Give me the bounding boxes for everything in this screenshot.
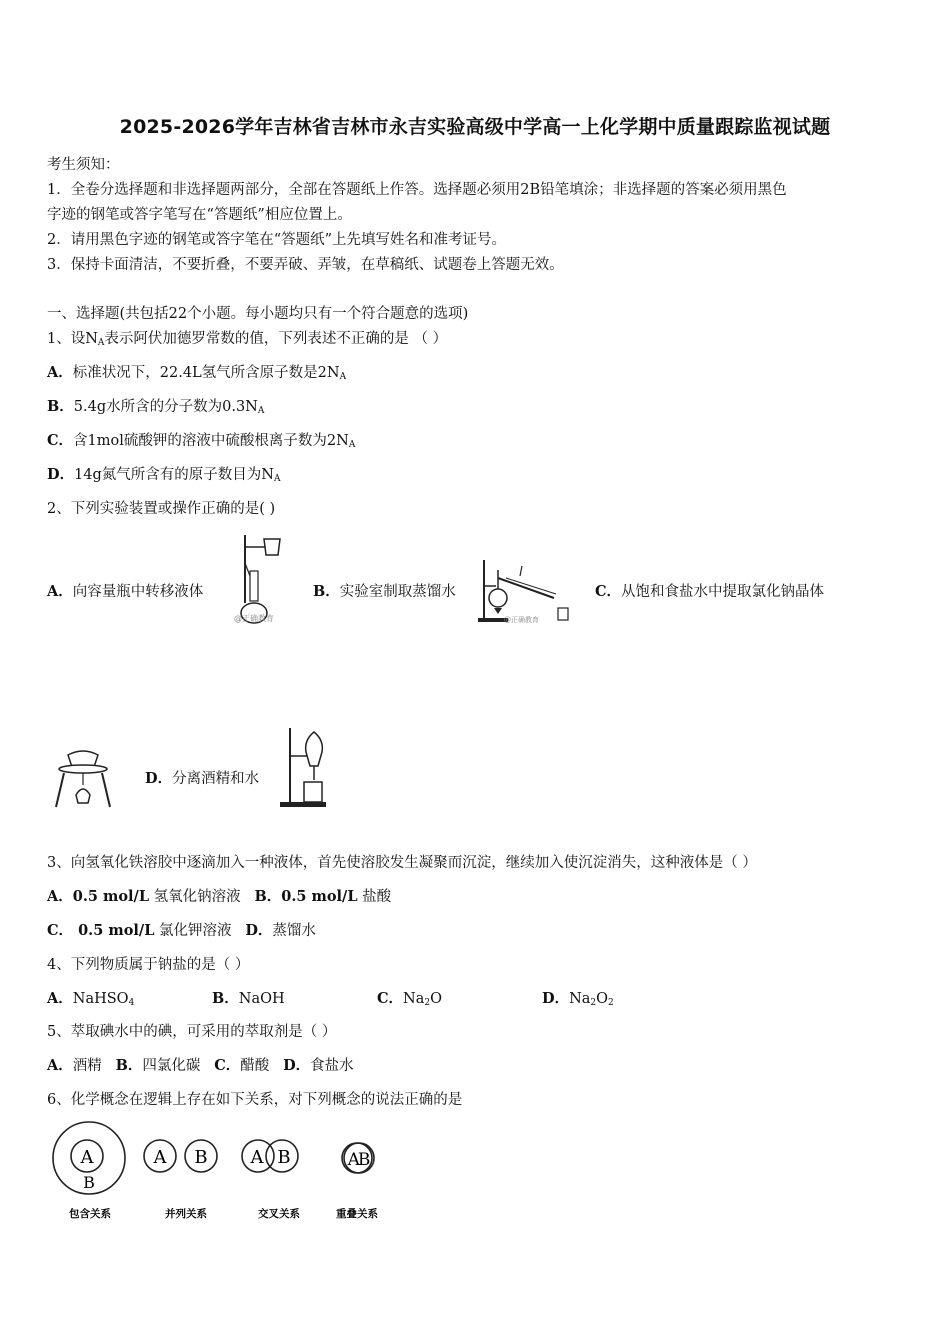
concept-relation-diagram [44, 1116, 404, 1226]
watermark-a: @正确教育 [234, 614, 274, 623]
separatory-funnel-figure [278, 726, 340, 810]
overlap-relation [342, 1143, 374, 1173]
q6-stem: 6、化学概念在逻辑上存在如下关系，对下列概念的说法正确的是 [47, 1092, 463, 1108]
caption-inclusion: 包含关系 [69, 1208, 111, 1220]
q1-stem: 1、设$N_A$表示阿伏加德罗常数的值，下列表述不正确的是 （ ） [47, 331, 448, 348]
q1-option-c: C．含1mol硫酸钾的溶液中硫酸根离子数为$2N_A$ [47, 432, 356, 450]
q1-option-a: A．标准状况下，22.4L氢气所含原子数是$2N_A$ [47, 364, 347, 382]
q4-option-b: B．NaOH [212, 990, 285, 1007]
section-heading: 一、选择题(共包括22个小题。每小题均只有一个符合题意的选项) [47, 306, 469, 322]
q2-option-b: B．实验室制取蒸馏水 [313, 583, 456, 600]
intersection-relation [242, 1140, 298, 1172]
evaporation-figure [52, 745, 114, 813]
q4-option-c: C．$Na_2O$ [377, 990, 443, 1008]
notice-item-2: 2．请用黑色字迹的钢笔或答字笔在“答题纸”上先填写姓名和准考证号。 [47, 232, 507, 248]
caption-intersection: 交叉关系 [258, 1208, 300, 1220]
parallel-letter-a: A [153, 1147, 167, 1168]
overlap-letters: AB [347, 1150, 369, 1170]
page-title: 2025-2026学年吉林省吉林市永吉实验高级中学高一上化学期中质量跟踪监视试题 [119, 116, 831, 138]
q3-options-cd: C． 0.5 mol/L 氯化钾溶液 D．蒸馏水 [47, 922, 316, 939]
q2-stem: 2、下列实验装置或操作正确的是( ) [47, 501, 276, 517]
notice-heading: 考生须知： [47, 157, 120, 173]
intersection-letter-b: B [277, 1147, 291, 1168]
inclusion-relation [53, 1122, 125, 1194]
caption-overlap: 重叠关系 [336, 1208, 378, 1220]
q2-option-a: A．向容量瓶中转移液体 [47, 583, 204, 600]
notice-item-1-cont: 字迹的钢笔或答字笔写在“答题纸”相应位置上。 [47, 207, 352, 223]
distillation-figure [476, 556, 576, 626]
parallel-relation [144, 1140, 217, 1172]
inclusion-letter-b: B [83, 1173, 95, 1192]
q2-option-c: C．从饱和食盐水中提取氯化钠晶体 [595, 583, 825, 600]
q4-option-a: A．NaHSO$_4$ [47, 990, 135, 1008]
caption-parallel: 并列关系 [165, 1208, 207, 1220]
intersection-letter-a: A [250, 1147, 264, 1168]
q1-option-d: D．14g氮气所含有的原子数目为$N_A$ [47, 466, 281, 484]
q3-options-ab: A．0.5 mol/L 氢氧化钠溶液 B．0.5 mol/L 盐酸 [47, 888, 392, 905]
q1-option-b: B．5.4g水所含的分子数为$0.3N_A$ [47, 398, 265, 416]
q2-option-d: D．分离酒精和水 [145, 770, 260, 787]
q4-stem: 4、下列物质属于钠盐的是（ ） [47, 957, 250, 973]
notice-item-1: 1．全卷分选择题和非选择题两部分，全部在答题纸上作答。选择题必须用2B铅笔填涂；非选择题的答案必须用黑色 [47, 182, 787, 198]
notice-item-3: 3．保持卡面清洁，不要折叠，不要弄破、弄皱，在草稿纸、试题卷上答题无效。 [47, 257, 564, 273]
volumetric-flask-figure [228, 533, 288, 625]
q4-option-d: D．$Na_2O_2$ [542, 990, 614, 1008]
parallel-letter-b: B [194, 1147, 208, 1168]
inclusion-letter-a: A [80, 1147, 94, 1168]
q5-options: A．酒精 B．四氯化碳 C．醋酸 D．食盐水 [47, 1057, 354, 1074]
watermark-b: @正确教育 [504, 616, 539, 624]
q3-stem: 3、向氢氧化铁溶胶中逐滴加入一种液体，首先使溶胶发生凝聚而沉淀，继续加入使沉淀消失，这种液体是（ ） [47, 855, 757, 871]
q5-stem: 5、萃取碘水中的碘，可采用的萃取剂是（ ） [47, 1024, 337, 1040]
